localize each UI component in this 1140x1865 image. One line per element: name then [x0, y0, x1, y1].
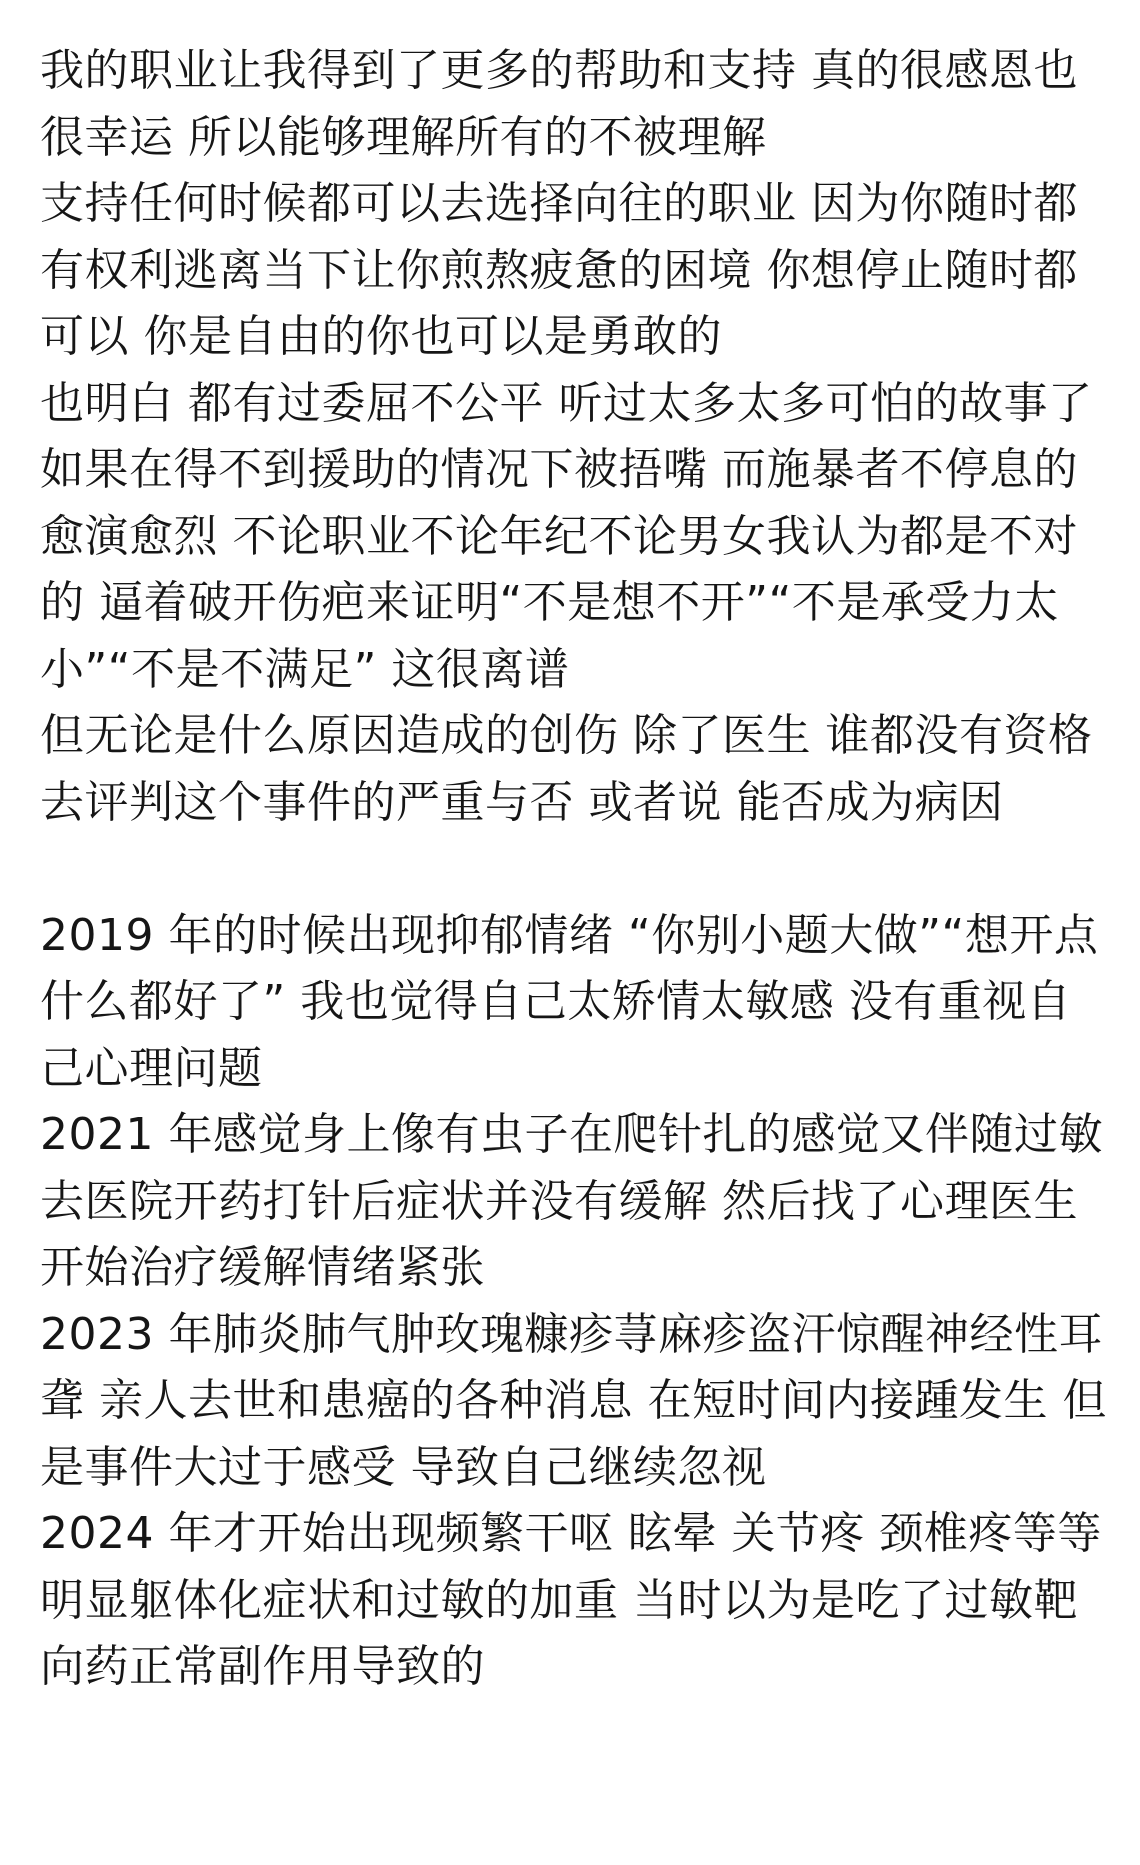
- paragraph-2024: 2024 年才开始出现频繁干呕 眩晕 关节疼 颈椎疼等等明显躯体化症状和过敏的加重 当时以为是吃了过敏靶向药正常副作用导致的: [40, 1508, 1102, 1692]
- paragraph-career-support: 我的职业让我得到了更多的帮助和支持 真的很感恩也很幸运 所以能够理解所有的不被理解: [40, 45, 1078, 163]
- document-body: [40, 38, 1118, 1701]
- paragraph-freedom-to-choose: 支持任何时候都可以去选择向往的职业 因为你随时都有权利逃离当下让你煎熬疲惫的困境 你想停止随时都可以 你是自由的你也可以是勇敢的: [40, 178, 1078, 362]
- paragraph-2019: 2019 年的时候出现抑郁情绪 “你别小题大做”“想开点什么都好了” 我也觉得自己太矫情太敏感 没有重视自己心理问题: [40, 909, 1099, 1094]
- paragraph-unfairness: 也明白 都有过委屈不公平 听过太多太多可怕的故事了 如果在得不到援助的情况下被捂嘴 而施暴者不停息的愈演愈烈 不论职业不论年纪不论男女我认为都是不对的 逼着破开伤疤来证明“不是想不开”“不是承受力太小”“不是不满足” 这很离谱: [40, 377, 1107, 695]
- paragraph-2021: 2021 年感觉身上像有虫子在爬针扎的感觉又伴随过敏 去医院开药打针后症状并没有缓解 然后找了心理医生开始治疗缓解情绪紧张: [40, 1109, 1118, 1293]
- paragraph-trauma-judgement: 但无论是什么原因造成的创伤 除了医生 谁都没有资格去评判这个事件的严重与否 或者说 能否成为病因: [40, 710, 1093, 828]
- paragraph-2023: 2023 年肺炎肺气肿玫瑰糠疹荨麻疹盗汗惊醒神经性耳聋 亲人去世和患癌的各种消息 在短时间内接踵发生 但是事件大过于感受 导致自己继续忽视: [40, 1308, 1107, 1493]
- paragraph-spacer: [40, 836, 1115, 903]
